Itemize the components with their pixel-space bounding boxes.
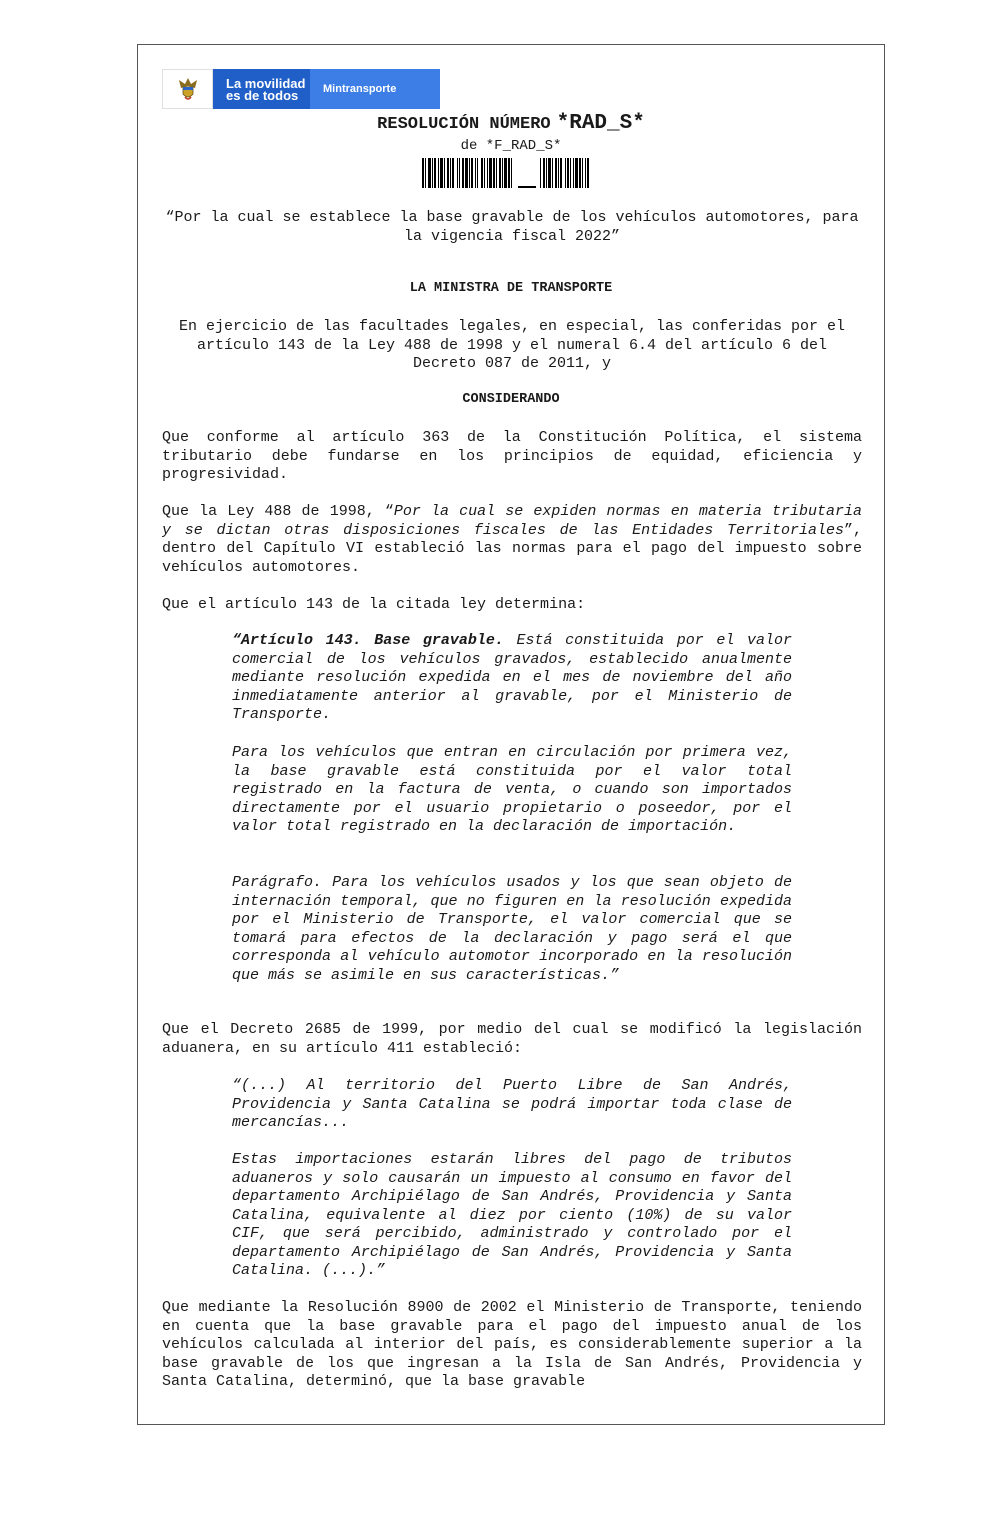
resolution-date: de *F_RAD_S* [460,138,562,154]
resolution-title [137,112,885,135]
ministry-logo [162,69,440,109]
barcode-gap [512,158,514,188]
resolution-number: *RAD_S* [556,112,645,135]
coat-of-arms-icon [162,69,213,109]
paragraph-decreto-2685: Que el Decreto 2685 de 1999, por medio del cual se modificó la legislación aduanera, en su artículo 411 estableció: [162,1021,862,1057]
logo-slogan-line2: es de todos [226,88,299,103]
paragraph-ley-488-end: ”, dentro del Capítulo VI estableció las normas para el pago del impuesto sobre vehículos automotores. [162,521,862,576]
barcode-block-right [540,158,589,188]
issuing-authority: LA MINISTRA DE TRANSPORTE [409,281,613,296]
quote-importaciones: Estas importaciones estarán libres del pago de tributos aduaneros y solo causarán un impuesto al consumo en favor del departamento Archipiélago de San Andrés, Providencia y Santa Catalina, equivalente al diez por ciento (10%) de su valor CIF, que será percibido, administrado y controlado por el departamento Archipiélago de San Andrés, Providencia y Santa Catalina. (...).” [232,1151,792,1279]
paragraph-ley-488 [162,503,862,577]
quote-new-vehicles: Para los vehículos que entran en circulación por primera vez, la base gravable está constituida por el valor total registrado en la factura de venta, o cuando son importados directamente por el usuario propietario o poseedor, por el valor total registrado en la declaración de importación. [232,744,792,835]
logo-ministry-name: Mintransporte [310,69,440,109]
quote-puerto-libre: “(...) Al territorio del Puerto Libre de San Andrés, Providencia y Santa Catalina se podrá importar toda clase de mercancías... [232,1077,792,1131]
quote-article-143-text: Está constituida por el valor comercial de los vehículos gravados, establecido anualmente mediante resolución expedida en el mes de noviembre del año inmediatamente anterior al gravable, por el Ministerio de Transporte. [232,632,793,723]
paragraph-resolucion-8900: Que mediante la Resolución 8900 de 2002 el Ministerio de Transporte, teniendo en cuenta que la base gravable para el pago del impuesto anual de los vehículos calculada al interior del país, es considerablemente superior a la base gravable de los que ingresan a la Isla de San Andrés, Providencia y Santa Catalina, determinó, que la base gravable [162,1299,862,1390]
paragraph-ley-488-start: Que la Ley 488 de 1998, “ [162,503,394,520]
barcode-underscore [518,186,536,188]
quote-article-143-heading: “Artículo 143. Base gravable. [232,632,504,649]
paragraph-ley-488-title: Por la cual se expiden normas en materia tributaria y se dictan otras disposiciones fiscales de las Entidades Territoriales [162,503,862,539]
barcode-bar [587,158,589,188]
barcode-block-left [422,158,514,188]
considering-heading: CONSIDERANDO [462,392,560,407]
paragraph-article-143-intro: Que el artículo 143 de la citada ley determina: [162,596,586,613]
logo-slogan [213,69,310,109]
barcode [422,156,597,188]
logo-slogan-line1: La movilidad [226,76,306,91]
resolution-title-prefix: RESOLUCIÓN NÚMERO [377,115,551,134]
resolution-subject: “Por la cual se establece la base gravable de los vehículos automotores, para la vigencia fiscal 2022” [165,209,859,245]
quote-article-143 [232,632,792,725]
paragraph-constitution: Que conforme al artículo 363 de la Constitución Política, el sistema tributario debe fundarse en los principios de equidad, eficiencia y progresividad. [162,429,862,483]
legal-faculties: En ejercicio de las facultades legales, en especial, las conferidas por el artículo 143 de la Ley 488 de 1998 y el numeral 6.4 del artículo 6 del Decreto 087 de 2011, y [178,318,846,372]
quote-paragraph-used-vehicles: Parágrafo. Para los vehículos usados y los que sean objeto de internación temporal, que no figuren en la resolución expedida por el Ministerio de Transporte, el valor comercial que se tomará para efectos de la declaración y pago será el que corresponda al vehículo automotor incorporado en la resolución que más se asimile en sus características.” [232,874,792,984]
